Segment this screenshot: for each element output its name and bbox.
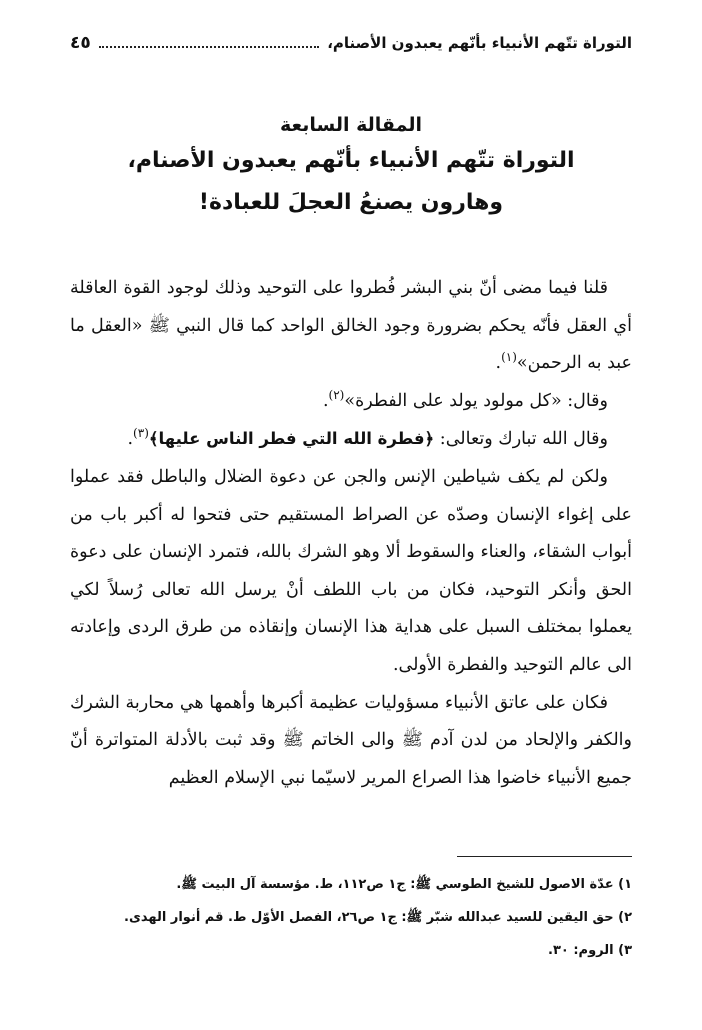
quran-verse: ﴿فطرة الله التي فطر الناس عليها﴾ — [148, 429, 435, 449]
running-header — [70, 30, 632, 56]
article-heading — [70, 110, 632, 224]
footnote-ref-3[interactable]: (٣) — [133, 426, 149, 441]
paragraph-2-text: وقال: «كل مولود يولد على الفطرة» — [344, 390, 608, 411]
paragraph-3-lead: وقال الله تبارك وتعالى: — [439, 429, 608, 450]
footnote-1: ١) عدّة الاصول للشيخ الطوسي ﷺ: ج١ ص١١٢، ط. مؤسسة آل البيت ﷺ. — [176, 877, 632, 892]
footnote-ref-2[interactable]: (٢) — [328, 387, 345, 402]
article-label: المقالة السابعة — [280, 114, 422, 136]
running-title: التوراة تتّهم الأنبياء بأنّهم يعبدون الأصنام، — [327, 34, 632, 52]
dotted-leader — [99, 46, 319, 48]
article-title-line2: وهارون يصنعُ العجلَ للعبادة! — [198, 190, 504, 215]
paragraph-1-text: قلنا فيما مضى أنّ بني البشر فُطروا على التوحيد وذلك لوجود القوة العاقلة أي العقل فأنّه يحكم بضرورة وجود الخالق الواحد كما قال النبي ﷺ «العقل ما عبد به الرحمن» — [70, 278, 632, 374]
footnotes — [70, 868, 632, 967]
paragraph-5: فكان على عاتق الأنبياء مسؤوليات عظيمة أكبرها وأهمها هي محاربة الشرك والكفر والإلحاد من لدن آدم ﷺ والى الخاتم ﷺ وقد ثبت بالأدلة المتواترة أنّ جميع الأنبياء خاضوا هذا الصراع المرير لاسيّما نبي الإسلام العظيم — [70, 692, 632, 788]
paragraph-1: قلنا فيما مضى أنّ بني البشر فُطروا على التوحيد وذلك لوجود القوة العاقلة أي العقل فأنّه يحكم بضرورة وجود الخالق الواحد كما قال النبي ﷺ «العقل ما عبد به الرحمن»$^{(١)}$. — [70, 278, 632, 374]
footnote-3: ٣) الروم: ٣٠. — [548, 943, 632, 958]
page-number: ٤٥ — [70, 33, 91, 53]
body-text — [70, 270, 632, 797]
footnote-ref-1[interactable]: (١) — [501, 350, 517, 365]
footnote-divider — [457, 856, 632, 857]
article-title-line1: التوراة تتّهم الأنبياء بأنّهم يعبدون الأصنام، — [127, 148, 575, 173]
paragraph-3: وقال الله تبارك وتعالى: ﴿فطرة الله التي فطر الناس عليها﴾$^{(٣)}$. — [127, 426, 608, 450]
paragraph-4: ولكن لم يكف شياطين الإنس والجن عن دعوة الضلال والباطل فقد عملوا على إغواء الإنسان وصدّه عن الصراط المستقيم حتى فتحوا له أكبر باب من أبواب الشقاء، والعناء والسقوط ألا وهو الشرك بالله، فتمرد الإنسان على دعوة الحق وأنكر التوحيد، فكان من باب اللطف أنْ يرسل الله تعالى رُسلاً لكي يعملوا بمختلف السبل على هداية هذا الإنسان وإنقاذه من طرق الردى وإعادته الى عالم التوحيد والفطرة الأولى. — [70, 466, 632, 675]
paragraph-2: وقال: «كل مولود يولد على الفطرة»$^{(٢)}$. — [322, 387, 608, 411]
footnote-2: ٢) حق اليقين للسيد عبدالله شبّر ﷺ: ج١ ص٢٦، الفصل الأوّل ط. قم أنوار الهدى. — [124, 910, 632, 925]
